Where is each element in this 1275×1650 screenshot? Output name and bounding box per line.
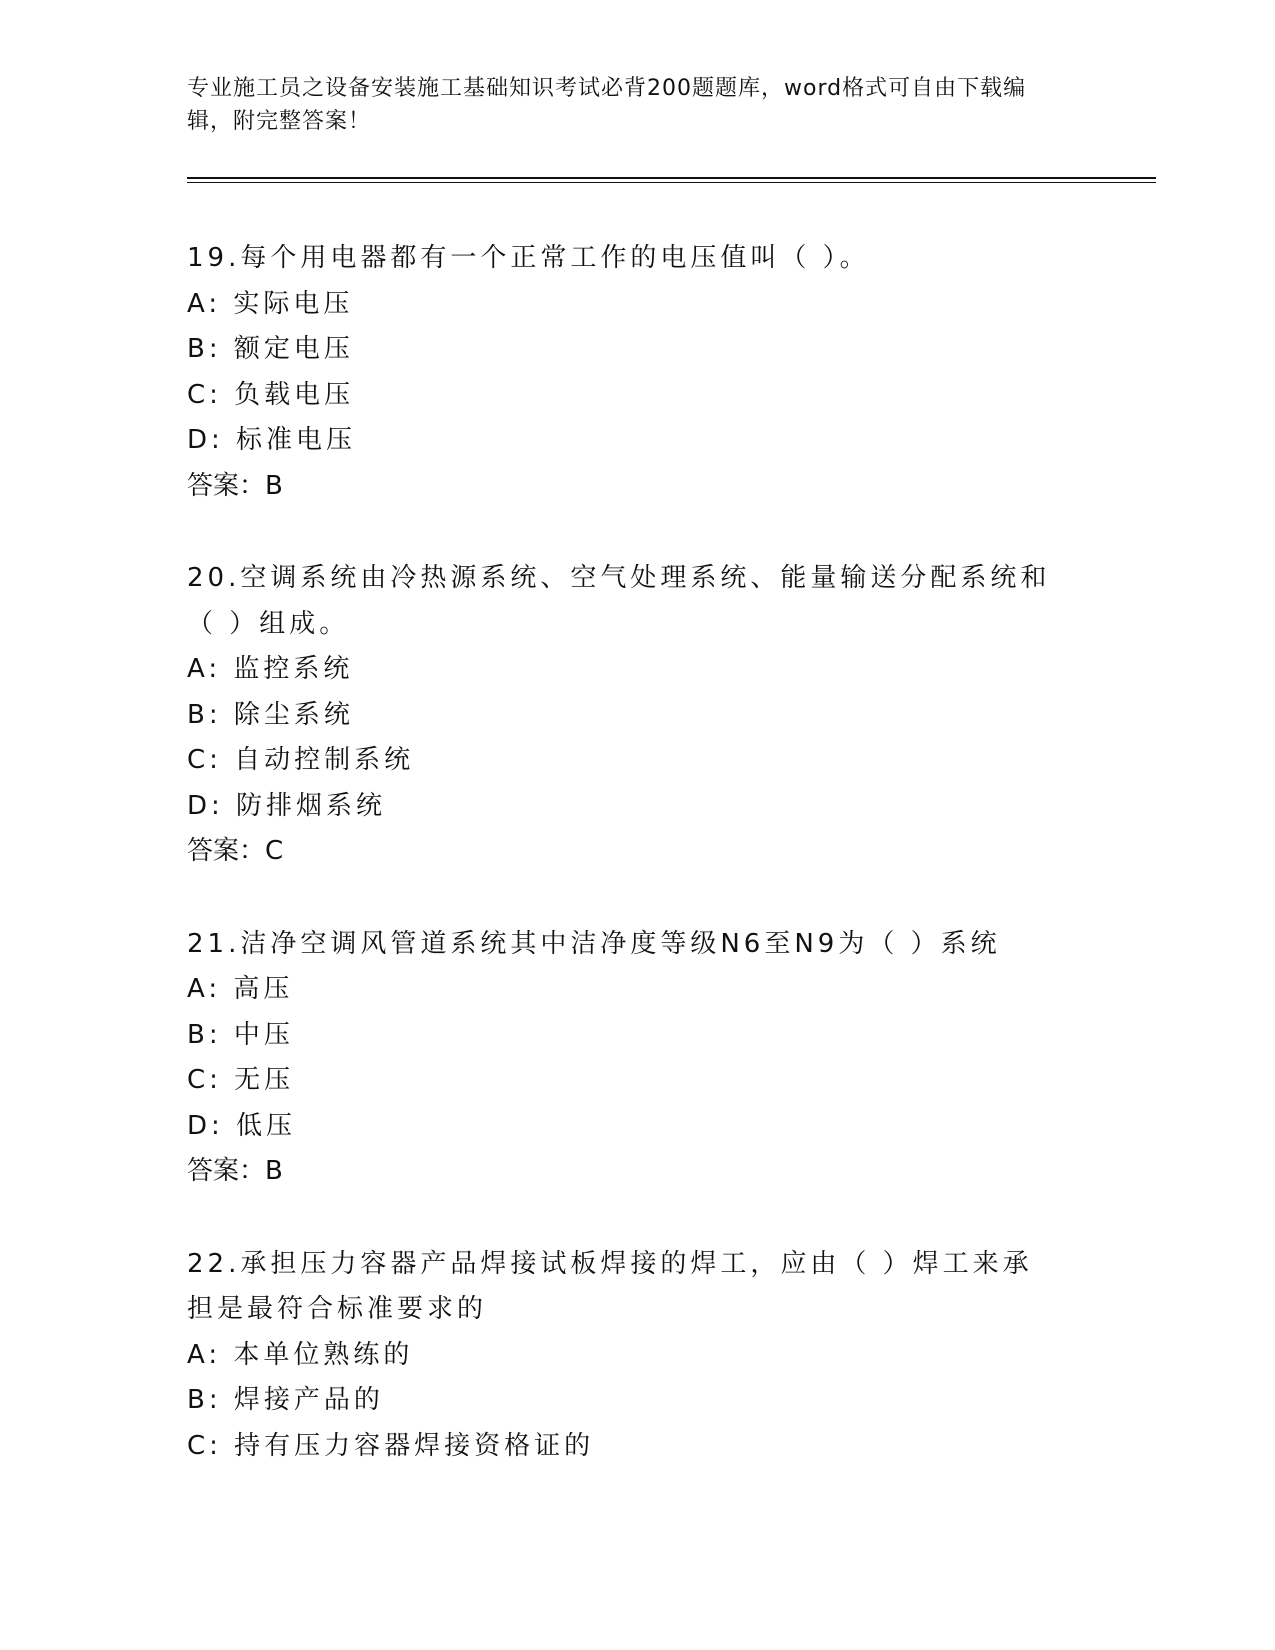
option-c: C: 自动控制系统: [187, 745, 415, 775]
option-d: D: 标准电压: [187, 425, 357, 455]
answer-text: 答案：C: [187, 836, 284, 866]
option-b: B: 除尘系统: [187, 699, 354, 730]
option-a: A: 实际电压: [187, 288, 354, 319]
option-c: C: 持有压力容器焊接资格证的: [187, 1430, 595, 1461]
answer-text: 答案：B: [187, 470, 283, 501]
question-stem: 20.空调系统由冷热源系统、空气处理系统、能量输送分配系统和（ ）组成。: [187, 563, 1051, 639]
document-header: 专业施工员之设备安装施工基础知识考试必背200题题库，word格式可自由下载编辑，附完整答案！: [187, 76, 1027, 134]
question-stem: 21.洁净空调风管道系统其中洁净度等级N6至N9为（ ）系统: [187, 928, 1001, 959]
option-d: D: 防排烟系统: [187, 790, 387, 821]
header-divider-thin: [187, 182, 1156, 183]
option-a: A: 本单位熟练的: [187, 1339, 414, 1370]
answer-text: 答案：B: [187, 1156, 283, 1186]
question-stem: 22.承担压力容器产品焊接试板焊接的焊工，应由（ ）焊工来承担是最符合标准要求的: [187, 1248, 1033, 1324]
option-b: B: 中压: [187, 1019, 294, 1050]
question-19: [187, 236, 1067, 509]
question-21: [187, 922, 1067, 1195]
question-stem: 19.每个用电器都有一个正常工作的电压值叫（ ）。: [187, 243, 870, 273]
header-divider-thick: [187, 177, 1156, 179]
option-c: C: 无压: [187, 1065, 295, 1095]
option-b: B: 额定电压: [187, 334, 354, 364]
option-c: C: 负载电压: [187, 379, 355, 410]
option-d: D: 低压: [187, 1110, 297, 1141]
option-a: A: 监控系统: [187, 654, 354, 684]
option-a: A: 高压: [187, 974, 294, 1004]
question-22: [187, 1242, 1067, 1470]
question-list: [187, 236, 1067, 1516]
question-20: [187, 556, 1067, 875]
option-b: B: 焊接产品的: [187, 1385, 384, 1415]
